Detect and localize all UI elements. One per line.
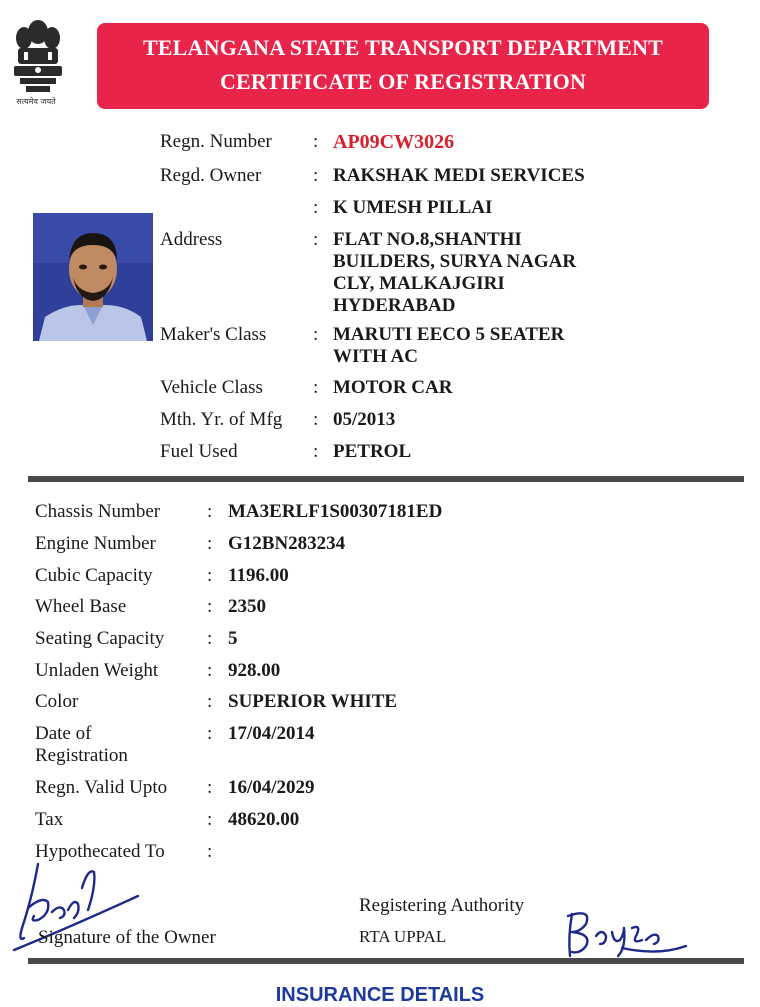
makers-class-value [333,324,564,368]
certificate-title: CERTIFICATE OF REGISTRATION [219,69,587,94]
address-line: HYDERABAD [333,295,456,316]
cubic-capacity-label: Cubic Capacity [35,565,153,586]
wheel-base-label: Wheel Base [35,596,127,617]
address-line: BUILDERS, SURYA NAGAR [333,251,577,272]
valid-upto-label: Regn. Valid Upto [35,777,168,798]
makers-class-label: Maker's Class [160,324,267,345]
owner-signature-label: Signature of the Owner [38,927,216,948]
address-label: Address [160,229,223,250]
unladen-weight-value: 928.00 [228,660,281,681]
makers-class-line: MARUTI EECO 5 SEATER [333,324,565,345]
colon: : [313,165,319,186]
chassis-label: Chassis Number [35,501,161,522]
makers-class-line: WITH AC [333,346,418,367]
colon: : [207,723,213,744]
chassis-value: MA3ERLF1S00307181ED [228,501,443,522]
colon: : [207,841,213,862]
registration-date-label-line: Registration [35,745,128,766]
colon: : [207,809,213,830]
department-title: TELANGANA STATE TRANSPORT DEPARTMENT [142,35,664,60]
cubic-capacity-value: 1196.00 [228,565,289,586]
colon: : [313,441,319,462]
address-line: FLAT NO.8,SHANTHI [333,229,522,250]
address-value [333,229,576,317]
colon: : [313,197,319,218]
fuel-value: PETROL [333,441,412,462]
color-value: SUPERIOR WHITE [228,691,398,712]
colon: : [207,660,213,681]
seating-capacity-label: Seating Capacity [35,628,165,649]
address-line: CLY, MALKAJGIRI [333,273,505,294]
seating-capacity-value: 5 [228,628,238,649]
tax-label: Tax [35,809,64,830]
regd-owner-label: Regd. Owner [160,165,262,186]
regd-owner-value: RAKSHAK MEDI SERVICES [333,165,585,186]
tax-value: 48620.00 [228,809,300,830]
vehicle-class-label: Vehicle Class [160,377,263,398]
ashoka-emblem-icon [6,10,70,110]
mfg-date-value: 05/2013 [333,409,396,430]
colon: : [207,628,213,649]
insurance-details-heading: INSURANCE DETAILS [275,984,485,1006]
colon: : [313,229,319,250]
registration-date-label [35,723,128,767]
colon: : [207,596,213,617]
mfg-date-label: Mth. Yr. of Mfg [160,409,283,430]
authority-office-label: RTA UPPAL [359,927,447,946]
title-banner [97,23,709,109]
section-divider [28,958,744,964]
engine-label: Engine Number [35,533,156,554]
colon: : [207,691,213,712]
fuel-label: Fuel Used [160,441,238,462]
section-divider [28,476,744,482]
colon: : [313,324,319,345]
valid-upto-value: 16/04/2029 [228,777,315,798]
vehicle-class-value: MOTOR CAR [333,377,453,398]
color-label: Color [35,691,79,712]
owner-photo [33,213,153,341]
authority-signature [562,906,692,962]
registration-date-value: 17/04/2014 [228,723,315,744]
owner-name-value: K UMESH PILLAI [333,197,493,218]
engine-value: G12BN283234 [228,533,346,554]
unladen-weight-label: Unladen Weight [35,660,159,681]
wheel-base-value: 2350 [228,596,266,617]
colon: : [207,501,213,522]
regn-number-value: AP09CW3026 [333,131,455,153]
colon: : [207,777,213,798]
emblem-motto: सत्यमेव जयते [16,97,56,106]
colon: : [313,409,319,430]
regn-number-label: Regn. Number [160,131,272,152]
colon: : [207,533,213,554]
colon: : [313,131,319,152]
registration-date-label-line: Date of [35,723,92,744]
colon: : [207,565,213,586]
registering-authority-label: Registering Authority [359,895,525,916]
hypothecated-label: Hypothecated To [35,841,165,862]
colon: : [313,377,319,398]
